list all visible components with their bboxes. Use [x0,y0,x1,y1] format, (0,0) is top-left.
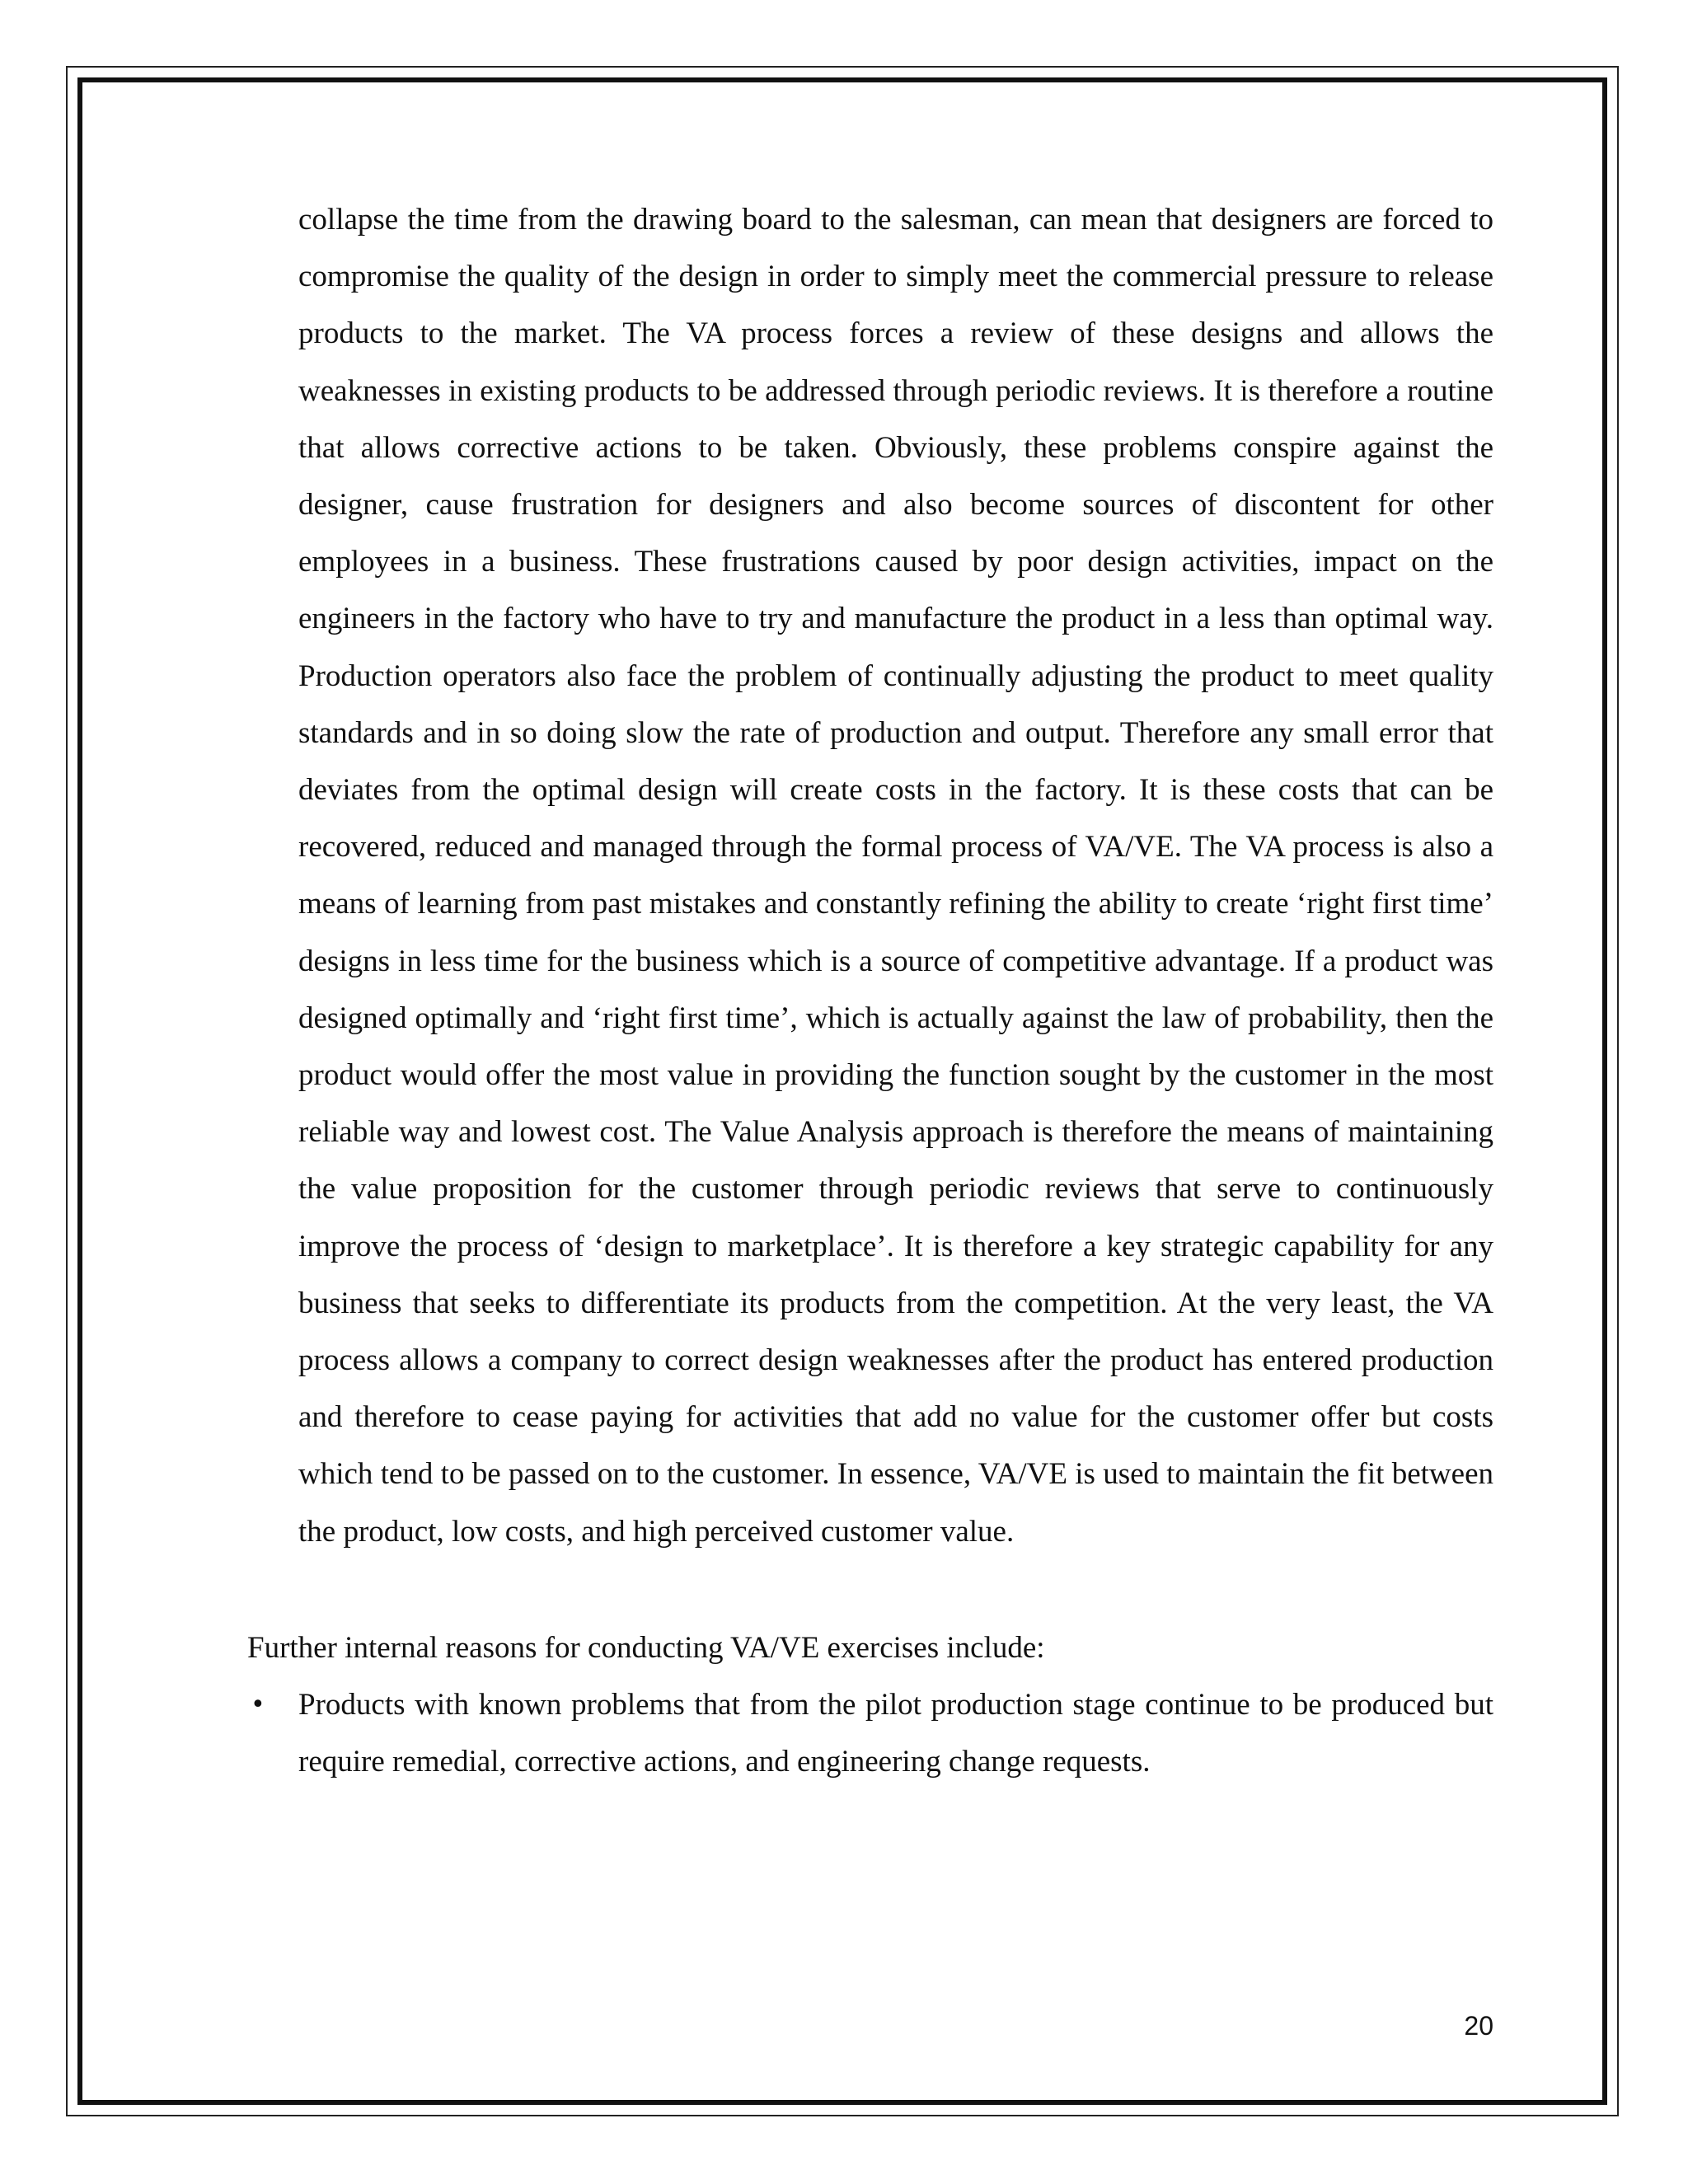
bullet-list [247,1676,1493,1790]
body-paragraph: collapse the time from the drawing board to the salesman, can mean that designers are forced to compromise the quality of the design in order to simply meet the commercial pressure to release products to the market. The VA process forces a review of these designs and allows the weaknesses in existing products to be addressed through periodic reviews. It is therefore a routine that allows corrective actions to be taken. Obviously, these problems conspire against the designer, cause frustration for designers and also become sources of discontent for other employees in a business. These frustrations caused by poor design activities, impact on the engineers in the factory who have to try and manufacture the product in a less than optimal way. Production operators also face the problem of continually adjusting the product to meet quality standards and in so doing slow the rate of production and output. Therefore any small error that deviates from the optimal design will create costs in the factory. It is these costs that can be recovered, reduced and managed through the formal process of VA/VE. The VA process is also a means of learning from past mistakes and constantly refining the ability to create ‘right first time’ designs in less time for the business which is a source of competitive advantage. If a product was designed optimally and ‘right first time’, which is actually against the law of probability, then the product would offer the most value in providing the function sought by the customer in the most reliable way and lowest cost. The Value Analysis approach is therefore the means of maintaining the value proposition for the customer through periodic reviews that serve to continuously improve the process of ‘design to marketplace’. It is therefore a key strategic capability for any business that seeks to differentiate its products from the competition. At the very least, the VA process allows a company to correct design weaknesses after the product has entered production and therefore to cease paying for activities that add no value for the customer offer but costs which tend to be passed on to the customer. In essence, VA/VE is used to maintain the fit between the product, low costs, and high perceived customer value. [298,203,1493,1549]
page-number: 20 [1464,2011,1493,2041]
bullet-icon: • [251,1690,265,1720]
list-item [247,1676,1493,1790]
list-item-text: Products with known problems that from the pilot production stage continue to be produced but require remedial, corrective actions, and engineering change requests. [298,1688,1493,1779]
list-intro: Further internal reasons for conducting VA/VE exercises include: [247,1630,1045,1665]
page-content [247,191,1493,1790]
